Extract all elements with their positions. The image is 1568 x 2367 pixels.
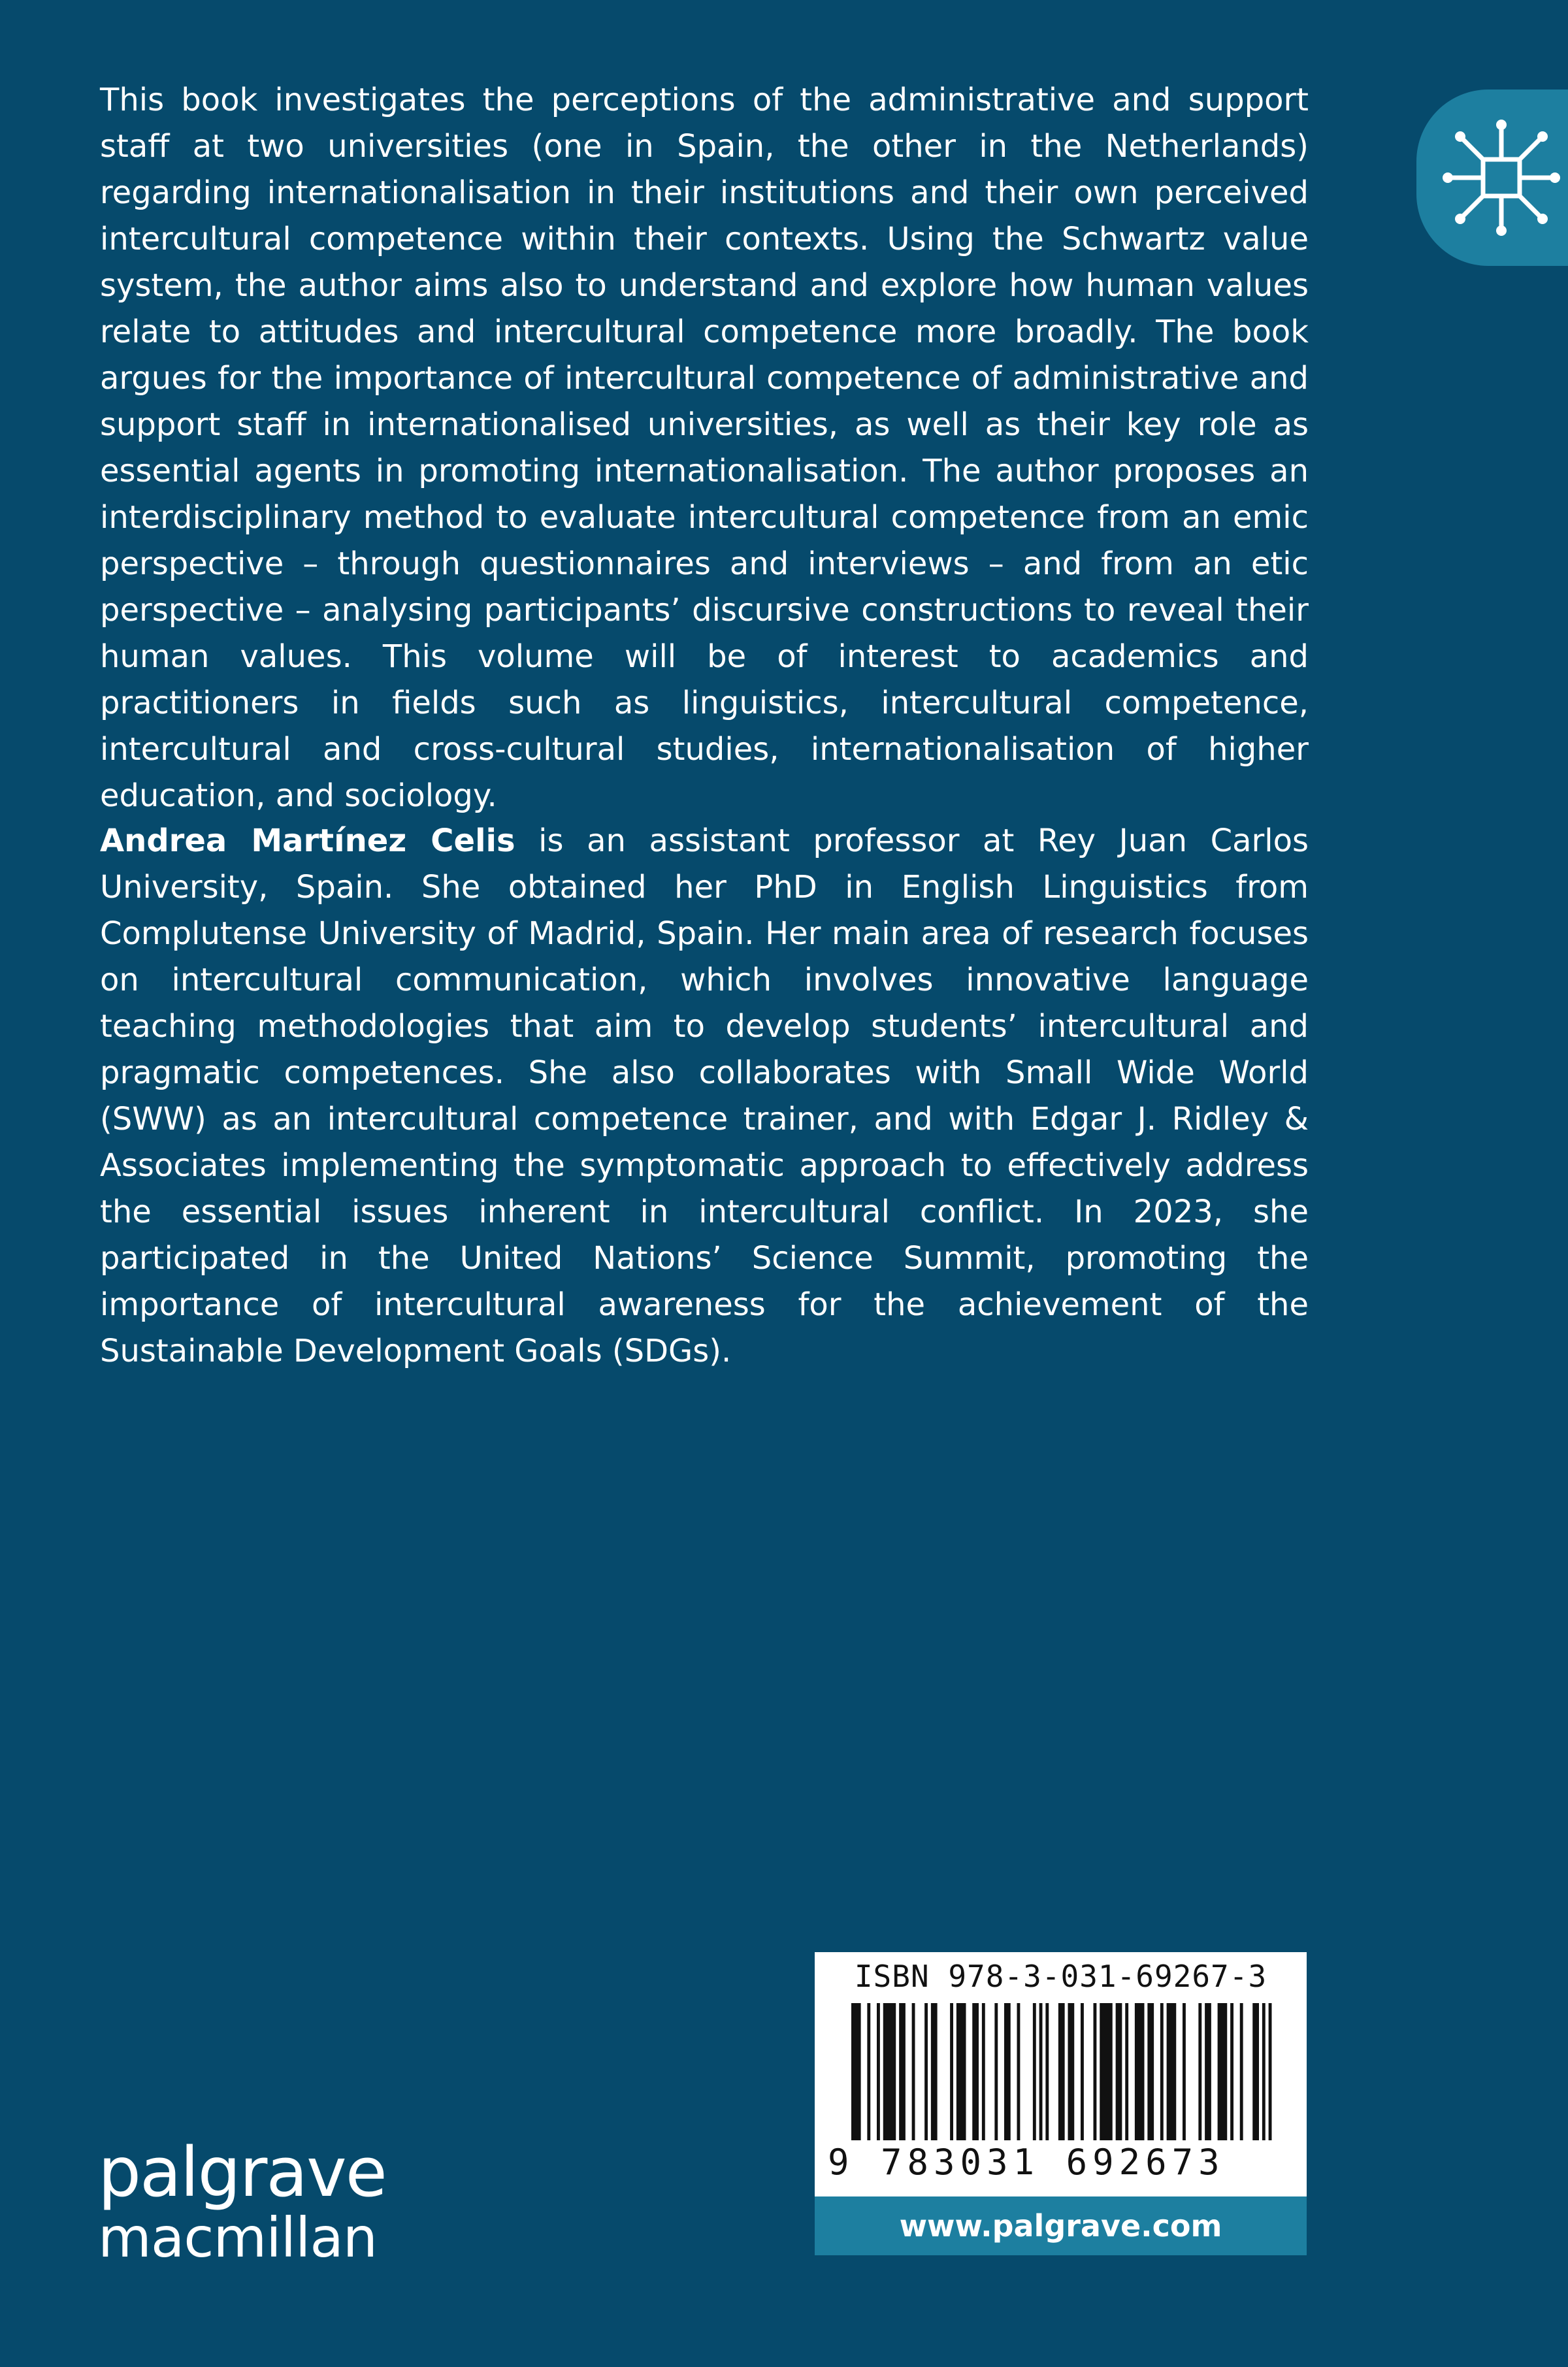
- isbn-barcode-panel: [815, 1952, 1307, 2196]
- isbn-label: ISBN 978-3-031-69267-3: [854, 1959, 1267, 1994]
- logo-palgrave: palgrave: [98, 2132, 386, 2212]
- publisher-logo: [98, 2132, 386, 2270]
- publisher-emblem: [1416, 90, 1568, 266]
- author-name: Andrea Martínez Celis: [100, 823, 515, 859]
- barcode-digits: 9 783031 692673: [828, 2142, 1225, 2183]
- palgrave-network-emblem-icon: [1443, 116, 1560, 240]
- author-biography: [100, 818, 1309, 1375]
- author-bio-text: is an assistant professor at Rey Juan Carlos University, Spain. She obtained her PhD in English Linguistics from Complutense University of Madrid, Spain. Her main area of research focuses on intercultural communication, which involves innovative language teaching methodologies that aim to develop students’ intercultural and pragmatic competences. She also collaborates with Small Wide World (SWW) as an intercultural competence trainer, and with Edgar J. Ridley & Associates implementing the symptomatic approach to effectively address the essential issues inherent in intercultural conflict. In 2023, she participated in the United Nations’ Science Summit, promoting the importance of intercultural awareness for the achievement of the Sustainable Development Goals (SDGs).: [100, 823, 1309, 1369]
- logo-macmillan: macmillan: [98, 2206, 378, 2270]
- book-description: This book investigates the perceptions of the administrative and support staff at two universities (one in Spain, the other in the Netherlands) regarding internationalisation in their institutions and their own perceived intercultural competence within their contexts. Using the Schwartz value system, the author aims also to understand and explore how human values relate to attitudes and intercultural competence more broadly. The book argues for the importance of intercultural competence of administrative and support staff in internationalised universities, as well as their key role as essential agents in promoting internationalisation. The author proposes an interdisciplinary method to evaluate intercultural competence from an emic perspective – through questionnaires and interviews – and from an etic perspective – analysing participants’ discursive constructions to reveal their human values. This volume will be of interest to academics and practitioners in fields such as linguistics, intercultural competence, intercultural and cross-cultural studies, internationalisation of higher education, and sociology.: [100, 82, 1309, 814]
- publisher-url: www.palgrave.com: [815, 2196, 1307, 2255]
- barcode-graphic: [849, 2003, 1273, 2140]
